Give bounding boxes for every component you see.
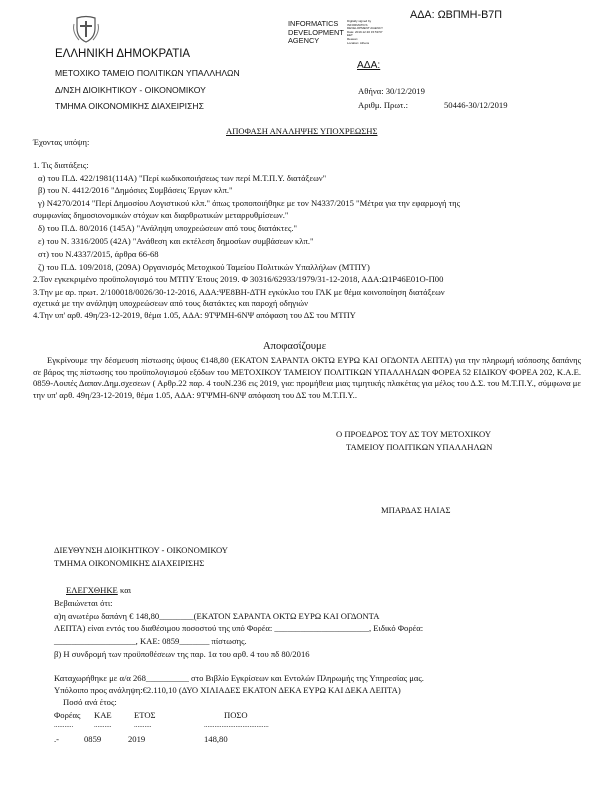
col-kae: ΚΑΕ — [94, 710, 112, 720]
registered-line: Καταχωρήθηκε με α/α 268__________ στο Βιβλίο Εγκρίσεων και Εντολών Πληρωμής της Υπηρεσίας μας. — [54, 673, 424, 683]
protocol-value: 50446-30/12/2019 — [444, 100, 508, 110]
dept-line-2: ΤΜΗΜΑ ΟΙΚΟΝΟΜΙΚΗΣ ΔΙΑΧΕΙΡΙΣΗΣ — [54, 558, 205, 568]
cert-line-b: β) Η συνδρομή των προϋποθέσεων της παρ. 1α του αρθ. 4 του πδ 80/2016 — [54, 649, 310, 659]
table-row — [54, 734, 264, 744]
sub-item-d: δ) του Π.Δ. 80/2016 (145Α) "Ανάληψη υποχρεώσεων από τους διατάκτες." — [38, 223, 298, 233]
protocol-label: Αριθμ. Πρωτ.: — [358, 100, 408, 110]
checked-word: ΕΛΕΓΧΘΗΚΕ — [66, 585, 118, 595]
amount-table-header — [54, 710, 284, 720]
decide-title: Αποφασίζουμε — [263, 341, 327, 352]
dots-poso: ..................................... — [204, 721, 269, 729]
ada-label: ΑΔΑ: — [357, 60, 381, 71]
item-3-cont: σχετικά με την ανάληψη υποχρεώσεων από τους διατάκτες και παροχή οδηγιών — [33, 298, 308, 308]
org-line-3: ΤΜΗΜΑ ΟΙΚΟΝΟΜΙΚΗΣ ΔΙΑΧΕΙΡΙΣΗΣ — [55, 101, 204, 111]
signatory-name: ΜΠΑΡΔΑΣ ΗΛΙΑΣ — [381, 505, 451, 515]
decision-title: ΑΠΟΦΑΣΗ ΑΝΑΛΗΨΗΣ ΥΠΟΧΡΕΩΣΗΣ — [226, 126, 378, 136]
item-1: 1. Τις διατάξεις: — [33, 160, 89, 170]
sub-item-g: ζ) του Π.Δ. 109/2018, (209Α) Οργανισμός Μετοχικού Ταμείου Πολιτικών Υπαλλήλων (ΜΤΠΥ) — [38, 262, 370, 272]
amount-table-dots — [54, 721, 304, 729]
ada-top: ΑΔΑ: ΩΒΠΜΗ-Β7Π — [410, 9, 503, 21]
country-name: ΕΛΛΗΝΙΚΗ ΔΗΜΟΚΡΑΤΙΑ — [55, 48, 191, 60]
item-4: 4.Την υπ' αρθ. 49η/23-12-2019, θέμα 1.05, ΑΔΑ: 9ΤΨΜΗ-6ΝΨ απόφαση του ΔΣ του ΜΤΠΥ — [33, 310, 356, 320]
item-2: 2.Τον εγκεκριμένο προϋπολογισμό του ΜΤΠΥ Έτους 2019. Φ 30316/62933/1979/31-12-2018, ΑΔΑ:Ω1Ρ46Ε01Ο-Π00 — [33, 274, 444, 284]
remaining-line: Υπόλοιπο προς ανάληψη:€2.110,10 (ΔΥΟ ΧΙΛΙΑΔΕΣ ΕΚΑΤΟΝ ΔΕΚΑ ΕΥΡΩ ΚΑΙ ΔΕΚΑ ΛΕΠΤΑ) — [54, 685, 401, 695]
president-line-2: ΤΑΜΕΙΟΥ ΠΟΛΙΤΙΚΩΝ ΥΠΑΛΛΗΛΩΝ — [346, 442, 493, 452]
dots-etos: .......... — [134, 721, 152, 729]
checked-suffix: και — [119, 585, 132, 595]
sub-item-e: ε) του Ν. 3316/2005 (42Α) "Ανάθεση και εκτέλεση δημοσίων συμβάσεων κλπ." — [38, 236, 314, 246]
president-line-1: Ο ΠΡΟΕΔΡΟΣ ΤΟΥ ΔΣ ΤΟΥ ΜΕΤΟΧΙΚΟΥ — [336, 429, 492, 439]
org-line-2: Δ/ΝΣΗ ΔΙΟΙΚΗΤΙΚΟΥ - ΟΙΚΟΝΟΜΙΚΟΥ — [55, 85, 206, 95]
org-line-1: ΜΕΤΟΧΙΚΟ ΤΑΜΕΙΟ ΠΟΛΙΤΙΚΩΝ ΥΠΑΛΛΗΛΩΝ — [55, 68, 240, 78]
dots-foreas: ........... — [54, 721, 74, 729]
sub-item-b: β) του Ν. 4412/2016 "Δημόσιες Συμβάσεις Έργων κλπ." — [38, 185, 233, 195]
cert-line-a-3: ___________________, ΚΑΕ: 0859_______ πίστωσης. — [54, 636, 247, 646]
item-3: 3.Την με αρ. πρωτ. 2/100018/0026/30-12-2016, ΑΔΑ:ΨΕ8ΒΗ-ΔΤΗ εγκύκλιο του ΓΛΚ με θέμα κοινοποίηση διατάξεων — [33, 287, 445, 297]
row-kae: 0859 — [84, 734, 102, 744]
checked-label — [66, 585, 131, 595]
row-poso: 148,80 — [204, 734, 228, 744]
cert-line-a-2: ΛΕΠΤΑ) είναι εντός του διαθέσιμου ποσοστού της υπό Φορέα: ______________________, Ειδικό Φορέα: — [54, 623, 424, 633]
dept-line-1: ΔΙΕΥΘΥΝΣΗ ΔΙΟΙΚΗΤΙΚΟΥ - ΟΙΚΟΝΟΜΙΚΟΥ — [54, 545, 228, 555]
row-etos: 2019 — [128, 734, 146, 744]
date-line: Αθήνα: 30/12/2019 — [358, 86, 425, 96]
row-foreas: .- — [54, 734, 60, 744]
cert-line-a: α)η ανωτέρω δαπάνη € 148,80________(ΕΚΑΤΟΝ ΣΑΡΑΝΤΑ ΟΚΤΩ ΕΥΡΩ ΚΑΙ ΟΓΔΟΝΤΑ — [54, 611, 380, 621]
sub-item-c-cont: συμφωνίας δημοσιονομικών στόχων και διαρθρωτικών μεταρρυθμίσεων." — [33, 210, 289, 220]
col-poso: ΠΟΣΟ — [224, 710, 248, 720]
agency-name: INFORMATICS DEVELOPMENT AGENCY — [288, 19, 344, 46]
dots-kae: .......... — [94, 721, 112, 729]
col-etos: ΕΤΟΣ — [134, 710, 156, 720]
amount-per-year-label: Ποσό ανά έτος: — [63, 697, 117, 707]
digital-signature-stamp: Digitally signed by INFORMATICS DEVELOPMENT AGENCY Date: 2019.12.30 15:59:57 EET Reason: Location: Athens — [347, 19, 383, 45]
considering-label: Έχοντας υπόψη: — [33, 137, 90, 147]
sub-item-c: γ) Ν4270/2014 "Περί Δημοσίου Λογιστικού κλπ." όπως τροποποιήθηκε με τον Ν4337/2015 "Μέτρα για την εφαρμογή της — [38, 198, 461, 208]
col-foreas: Φορέας — [54, 710, 81, 720]
greek-emblem-icon — [71, 14, 101, 44]
sub-item-a: α) του Π.Δ. 422/1981(114Α) "Περί κωδικοποιήσεως των περί Μ.Τ.Π.Υ. διατάξεων" — [38, 173, 327, 183]
certified-label: Βεβαιώνεται ότι: — [54, 598, 113, 608]
decide-paragraph: Εγκρίνουμε την δέσμευση πίστωσης ύψους €148,80 (ΕΚΑΤΟΝ ΣΑΡΑΝΤΑ ΟΚΤΩ ΕΥΡΩ ΚΑΙ ΟΓΔΟΝΤΑ ΛΕΠΤΑ) για την πληρωμή ισόποσης δαπάνης σε βάρος της πίστωσης του προϋπολογισμού εξόδων του ΜΕΤΟΧΙΚΟΥ ΤΑΜΕΙΟΥ ΠΟΛΙΤΙΚΩΝ ΥΠΑΛΛΗΛΩΝ ΦΟΡΕΑ 52 ΕΙΔΙΚΟΥ ΦΟΡΕΑ 202, Κ.Α.Ε. 0859-Λοιπές Δαπαν.Δημ.σχεσεων ( Αρθρ.22 παρ. 4 τουΝ.236 εις 2019, για: προμήθεια μιας τιμητικής πλακέτας για μέλος του Δ.Σ. του Μ.Τ.Π.Υ., σύμφωνα με την υπ' αρθ. 49η/23-12-2019, θέμα 1.05, ΑΔΑ: 9ΤΨΜΗ-6ΝΨ απόφαση του ΔΣ του Μ.Τ.Π.Υ.. — [33, 355, 581, 400]
sub-item-f: στ) του Ν.4337/2015, άρθρα 66-68 — [38, 249, 159, 259]
